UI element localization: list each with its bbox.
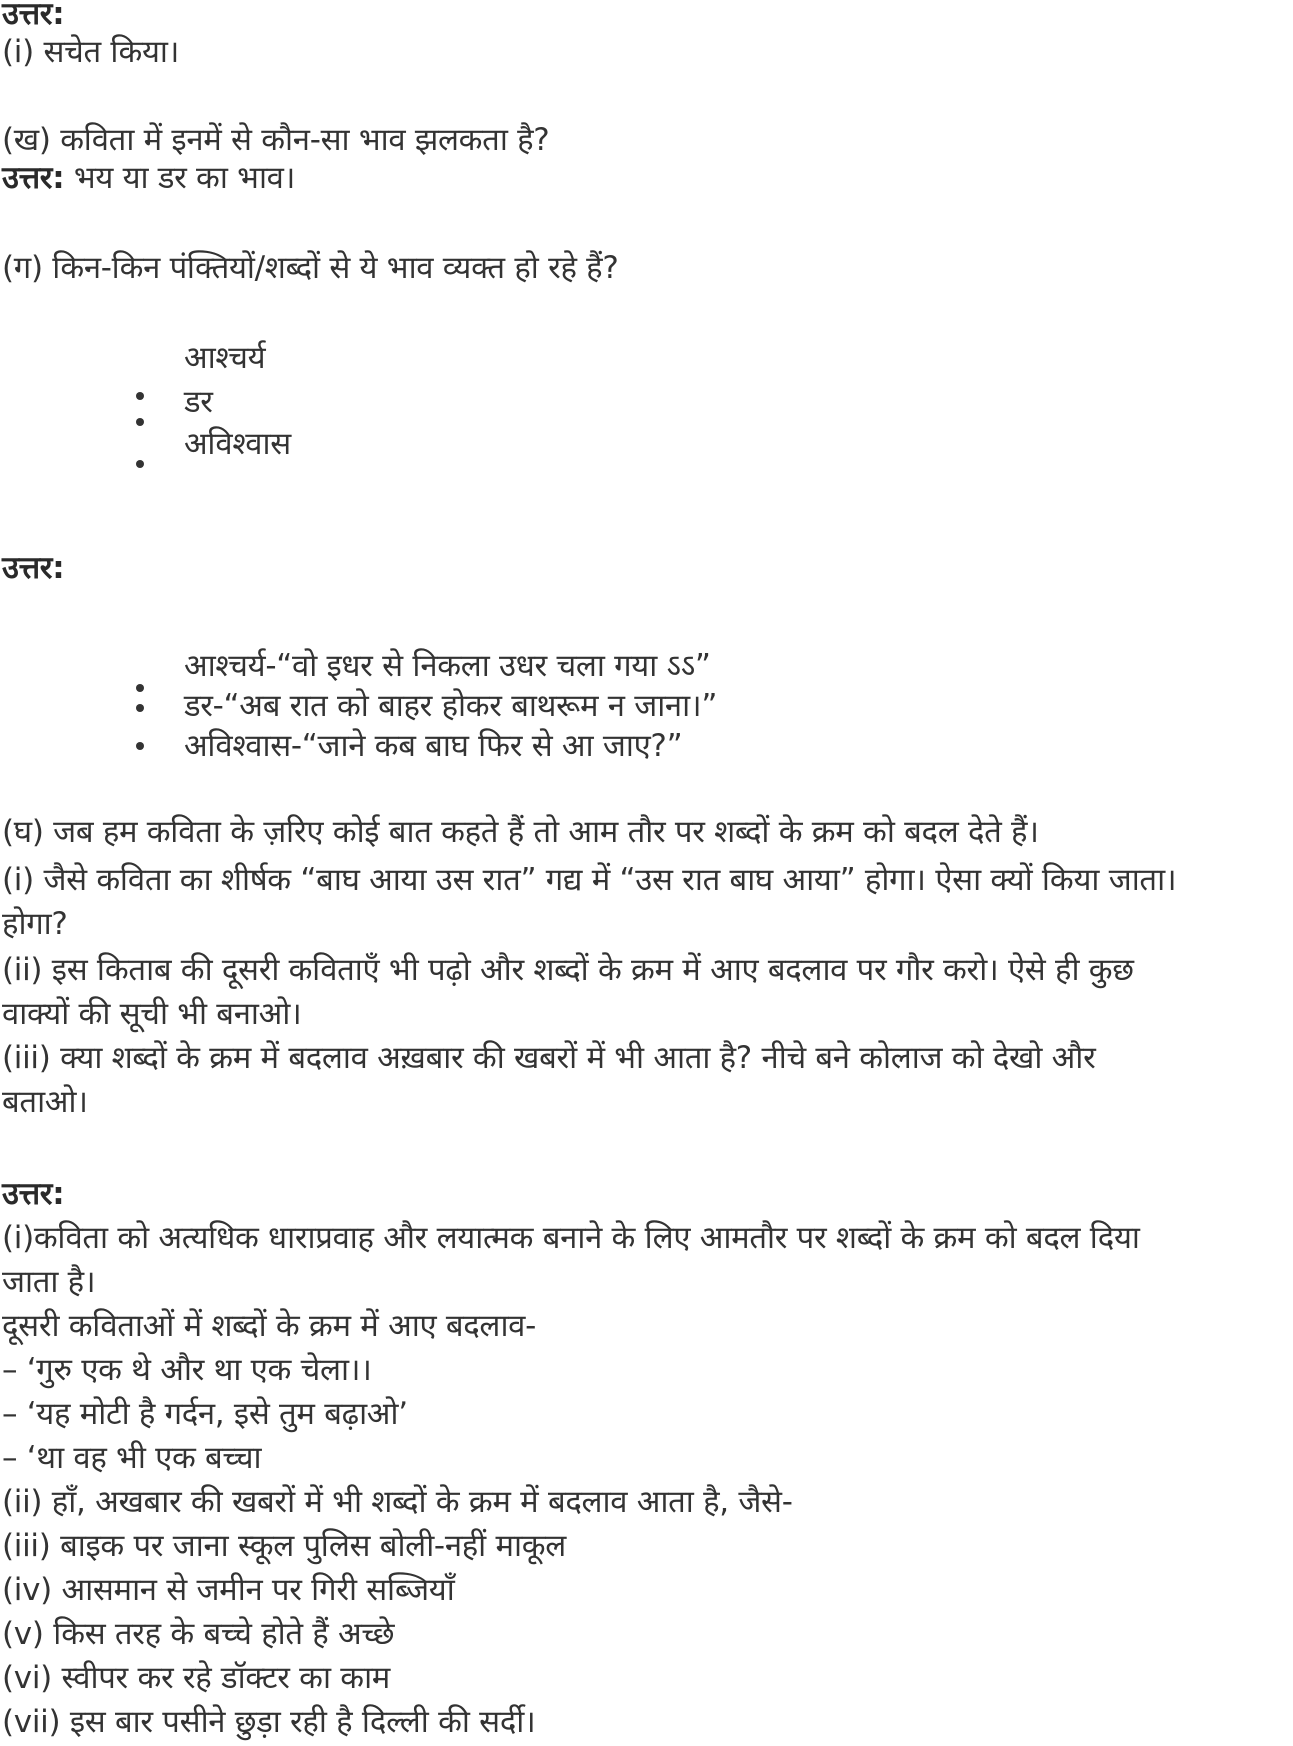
answer-line: (iv) आसमान से जमीन पर गिरी सब्जियाँ <box>2 1572 455 1608</box>
answer-line: (v) किस तरह के बच्चे होते हैं अच्छे <box>2 1616 395 1652</box>
question-kha: (ख) कविता में इनमें से कौन-सा भाव झलकता है? <box>2 122 550 158</box>
bullet-icon <box>136 460 144 468</box>
answer-line: (i)कविता को अत्यधिक धाराप्रवाह और लयात्मक बनाने के लिए आमतौर पर शब्दों के क्रम को बदल दिया <box>2 1220 1140 1256</box>
bullet-icon <box>136 418 144 426</box>
question-line: होगा? <box>2 906 68 942</box>
answer-line: (i) सचेत किया। <box>2 34 180 70</box>
answer-line: – ‘गुरु एक थे और था एक चेला।। <box>2 1352 372 1388</box>
answer-line: – ‘यह मोटी है गर्दन, इसे तुम बढ़ाओ’ <box>2 1396 408 1432</box>
answer-line: जाता है। <box>2 1264 96 1300</box>
question-line: (i) जैसे कविता का शीर्षक “बाघ आया उस रात” गद्य में “उस रात बाघ आया” होगा। ऐसा क्यों किया जाता। <box>2 862 1177 898</box>
bullet-icon <box>136 704 144 712</box>
answer-line: दूसरी कविताओं में शब्दों के क्रम में आए बदलाव- <box>2 1308 536 1344</box>
answer-line <box>2 158 295 198</box>
bullet-icon <box>136 392 144 400</box>
question-line: वाक्यों की सूची भी बनाओ। <box>2 996 302 1032</box>
bullet-icon <box>136 742 144 750</box>
answer-text: भय या डर का भाव। <box>64 160 296 196</box>
question-line: बताओ। <box>2 1084 88 1120</box>
answer-line: (ii) हाँ, अखबार की खबरों में भी शब्दों के क्रम में बदलाव आता है, जैसे- <box>2 1484 793 1520</box>
answer-label: उत्तर: <box>2 1176 65 1212</box>
answer-label: उत्तर: <box>2 0 65 32</box>
answer-line: (iii) बाइक पर जाना स्कूल पुलिस बोली-नहीं माकूल <box>2 1528 566 1564</box>
question-line: (ii) इस किताब की दूसरी कविताएँ भी पढ़ो और शब्दों के क्रम में आए बदलाव पर गौर करो। ऐसे ही कुछ <box>2 952 1134 988</box>
answer-line: – ‘था वह भी एक बच्चा <box>2 1440 262 1476</box>
document-page: उत्तर: (i) सचेत किया। (ख) कविता में इनमें से कौन-सा भाव झलकता है? उत्तर: भय या डर का भाव। (ग) किन-किन पंक्तियों/शब्दों से ये भाव व्यक्त हो रहे हैं? आश्चर्य डर अविश्वास उत्तर: आश्चर्य-“वो इधर से निकला उधर चला गया ऽऽ” डर-“अब रात को बाहर होकर बाथरूम न जाना।” अविश्वास-“जाने कब बाघ फिर से आ जाए?” (घ) जब हम कविता के ज़रिए कोई बात कहते हैं तो आम तौर पर शब्दों के क्रम को बदल देते हैं। (i) जैसे कविता का शीर्षक “बाघ आया उस रात” गद्य में “उस रात बाघ आया” होगा। ऐसा क्यों किया जाता। होगा? (ii) इस किताब की दूसरी कविताएँ भी पढ़ो और शब्दों के क्रम में आए बदलाव पर गौर करो। ऐसे ही कुछ वाक्यों की सूची भी बनाओ। (iii) क्या शब्दों के क्रम में बदलाव अख़बार की खबरों में भी आता है? नीचे बने कोलाज को देखो और बताओ। उत्तर: (i)कविता को अत्यधिक धाराप्रवाह और लयात्मक बनाने के लिए आमतौर पर शब्दों के क्रम को बदल दिया जाता है। दूसरी कविताओं में शब्दों के क्रम में आए बदलाव- – ‘गुरु एक थे और था एक चेला।। – ‘यह मोटी है गर्दन, इसे तुम बढ़ाओ’ – ‘था वह भी एक बच्चा (ii) हाँ, अखबार की खबरों में भी शब्दों के क्रम में बदलाव आता है, जैसे- (iii) बाइक पर जाना स्कूल पुलिस बोली-नहीं माकूल (iv) आसमान से जमीन पर गिरी सब्जियाँ (v) किस तरह के बच्चे होते हैं अच्छे (vi) स्वीपर कर रहे डॉक्टर का काम (vii) इस बार पसीने छुड़ा रही है दिल्ली की सर्दी। <box>0 0 1293 1746</box>
question-gha: (घ) जब हम कविता के ज़रिए कोई बात कहते हैं तो आम तौर पर शब्दों के क्रम को बदल देते हैं। <box>2 814 1039 850</box>
question-line: (iii) क्या शब्दों के क्रम में बदलाव अख़बार की खबरों में भी आता है? नीचे बने कोलाज को देखो और <box>2 1040 1096 1076</box>
answer-line: (vii) इस बार पसीने छुड़ा रही है दिल्ली की सर्दी। <box>2 1704 536 1740</box>
answer-label: उत्तर: <box>2 550 65 586</box>
question-ga: (ग) किन-किन पंक्तियों/शब्दों से ये भाव व्यक्त हो रहे हैं? <box>2 250 619 286</box>
bullet-icon <box>136 684 144 692</box>
answer-line: (vi) स्वीपर कर रहे डॉक्टर का काम <box>2 1660 391 1696</box>
answer-label: उत्तर: <box>2 160 65 196</box>
